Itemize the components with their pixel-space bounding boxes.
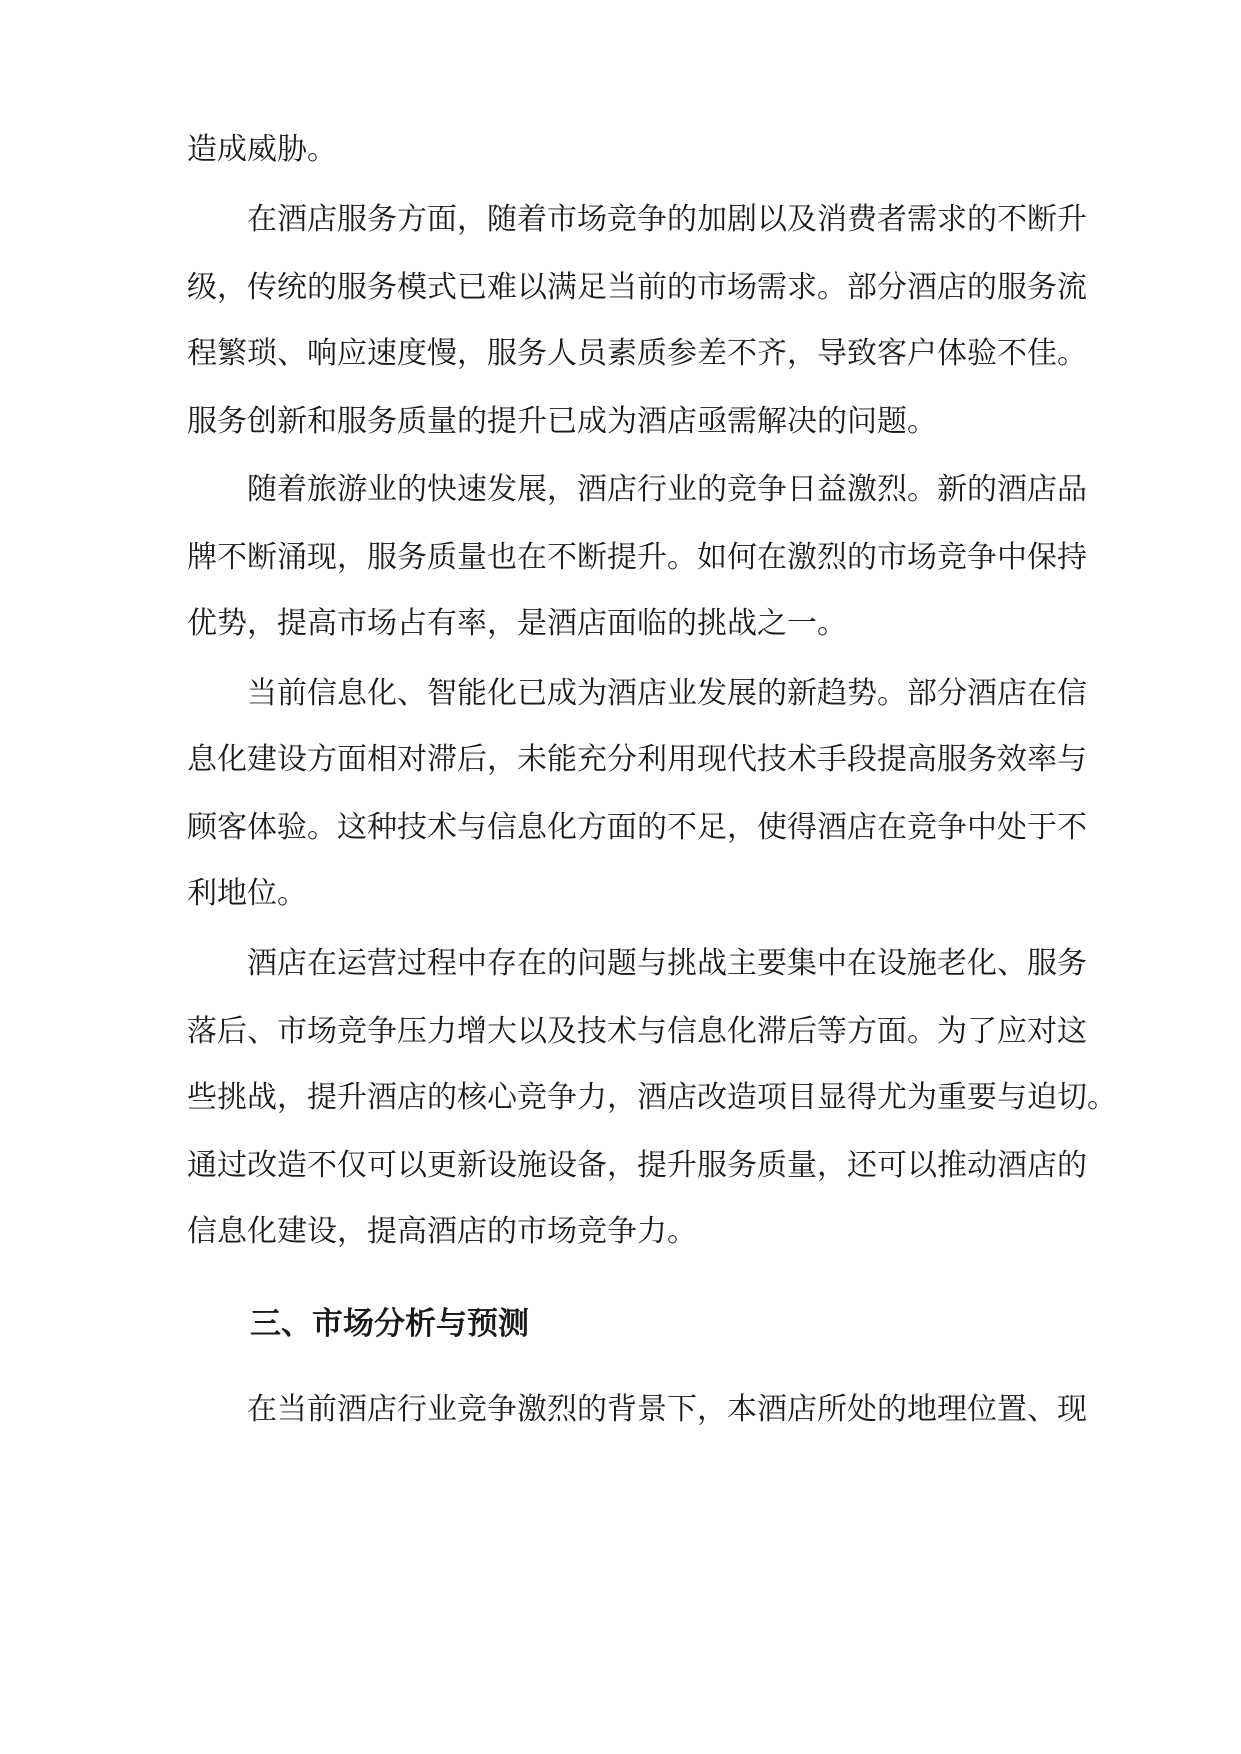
paragraph-line: 息化建设方面相对滞后，未能充分利用现代技术手段提高服务效率与 [187, 742, 1087, 777]
paragraph-line: 服务创新和服务质量的提升已成为酒店亟需解决的问题。 [187, 404, 937, 439]
paragraph-line: 在当前酒店行业竞争激烈的背景下，本酒店所处的地理位置、现 [247, 1392, 1087, 1427]
paragraph-line: 些挑战，提升酒店的核心竞争力，酒店改造项目显得尤为重要与迫切。 [187, 1080, 1117, 1115]
paragraph-line: 信息化建设，提高酒店的市场竞争力。 [187, 1214, 697, 1249]
paragraph-line: 在酒店服务方面，随着市场竞争的加剧以及消费者需求的不断升 [247, 202, 1087, 237]
paragraph-line: 优势，提高市场占有率，是酒店面临的挑战之一。 [187, 606, 847, 641]
paragraph-line: 当前信息化、智能化已成为酒店业发展的新趋势。部分酒店在信 [247, 676, 1087, 711]
paragraph-line: 随着旅游业的快速发展，酒店行业的竞争日益激烈。新的酒店品 [247, 472, 1087, 507]
paragraph-line: 级，传统的服务模式已难以满足当前的市场需求。部分酒店的服务流 [187, 270, 1087, 305]
paragraph-line: 牌不断涌现，服务质量也在不断提升。如何在激烈的市场竞争中保持 [187, 540, 1087, 575]
paragraph-line: 程繁琐、响应速度慢，服务人员素质参差不齐，导致客户体验不佳。 [187, 336, 1087, 371]
paragraph-line: 顾客体验。这种技术与信息化方面的不足，使得酒店在竞争中处于不 [187, 810, 1087, 845]
section-heading: 三、市场分析与预测 [250, 1306, 529, 1342]
paragraph-line: 通过改造不仅可以更新设施设备，提升服务质量，还可以推动酒店的 [187, 1148, 1087, 1183]
paragraph-line: 造成威胁。 [187, 132, 337, 167]
paragraph-line: 落后、市场竞争压力增大以及技术与信息化滞后等方面。为了应对这 [187, 1014, 1087, 1049]
paragraph-line: 酒店在运营过程中存在的问题与挑战主要集中在设施老化、服务 [247, 946, 1087, 981]
paragraph-line: 利地位。 [187, 876, 307, 911]
